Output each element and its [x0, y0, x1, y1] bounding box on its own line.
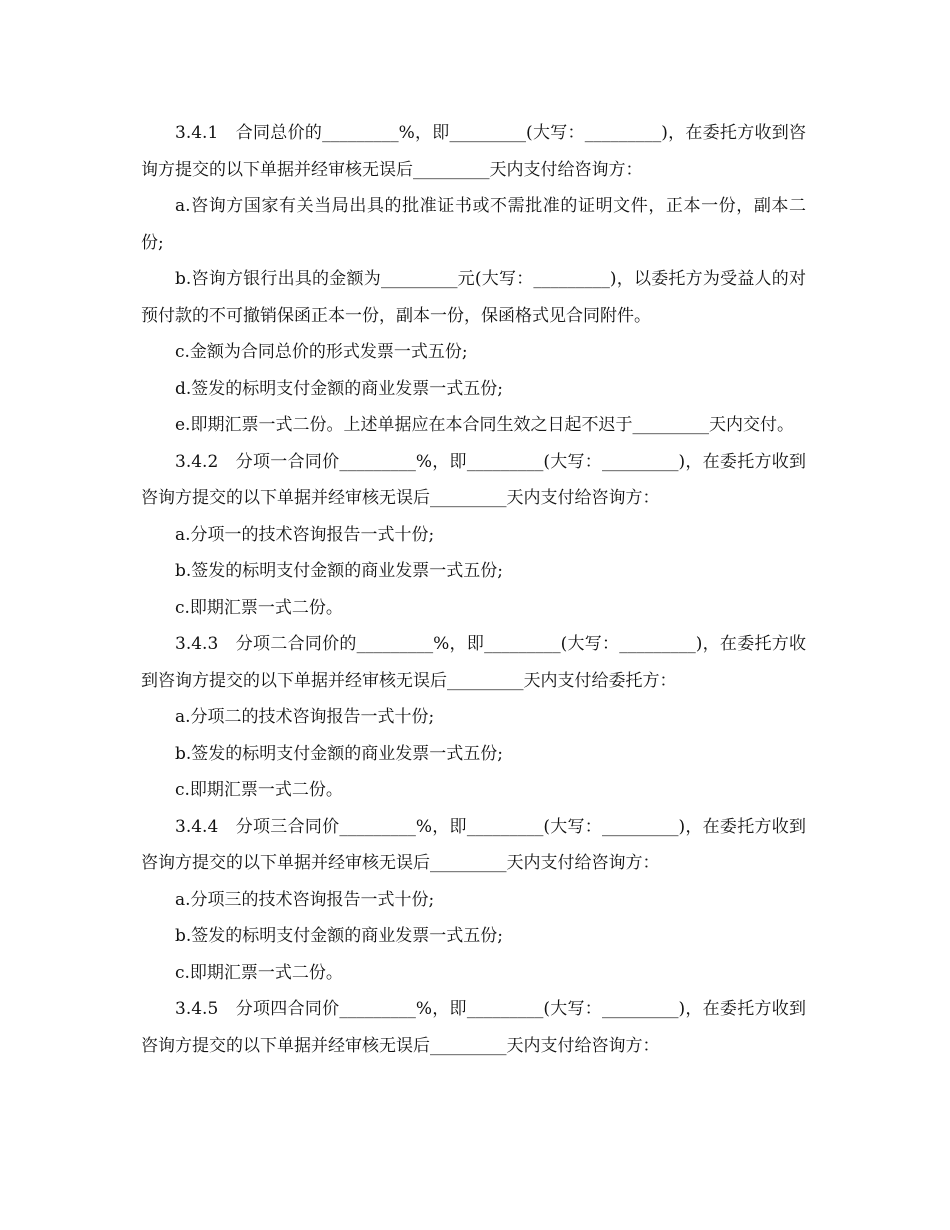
list-item: b.签发的标明支付金额的商业发票一式五份;: [175, 561, 504, 581]
list-item: b.咨询方银行出具的金额为_________元(大写：_________)，以委托方为受益人的对预付款的不可撤销保函正本一份，副本一份，保函格式见合同附件。: [141, 269, 806, 326]
list-item: c.即期汇票一式二份。: [175, 780, 343, 800]
list-item: a.分项二的技术咨询报告一式十份;: [175, 707, 435, 727]
list-item: a.分项三的技术咨询报告一式十份;: [175, 889, 435, 910]
clause-3-4-5: 3.4.5 分项四合同价_________%，即_________(大写：_________)，在委托方收到咨询方提交的以下单据并经审核无误后_________天内支付给咨询方：: [141, 999, 806, 1056]
list-item: a.咨询方国家有关当局出具的批准证书或不需批准的证明文件，正本一份，副本二份;: [141, 196, 806, 253]
list-item: c.即期汇票一式二份。: [175, 597, 343, 618]
list-item: e.即期汇票一式二份。上述单据应在本合同生效之日起不迟于_________天内交付。: [175, 415, 794, 435]
list-item: b.签发的标明支付金额的商业发票一式五份;: [175, 926, 504, 946]
clause-3-4-2: 3.4.2 分项一合同价_________%，即_________(大写：_________)，在委托方收到咨询方提交的以下单据并经审核无误后_________天内支付给咨询方：: [141, 451, 806, 508]
list-item: d.签发的标明支付金额的商业发票一式五份;: [175, 378, 504, 399]
list-item: c.即期汇票一式二份。: [175, 962, 343, 983]
list-item: b.签发的标明支付金额的商业发票一式五份;: [175, 743, 504, 764]
document-body: [141, 115, 806, 1064]
clause-3-4-1: 3.4.1 合同总价的_________%，即_________(大写：_________)，在委托方收到咨询方提交的以下单据并经审核无误后_________天内支付给咨询方：: [141, 123, 806, 180]
list-item: c.金额为合同总价的形式发票一式五份;: [175, 342, 468, 362]
clause-3-4-3: 3.4.3 分项二合同价的_________%，即_________(大写：_________)，在委托方收到咨询方提交的以下单据并经审核无误后_________天内支付给委托方：: [141, 634, 806, 691]
list-item: a.分项一的技术咨询报告一式十份;: [175, 524, 435, 545]
clause-3-4-4: 3.4.4 分项三合同价_________%，即_________(大写：_________)，在委托方收到咨询方提交的以下单据并经审核无误后_________天内支付给咨询方：: [141, 816, 806, 873]
